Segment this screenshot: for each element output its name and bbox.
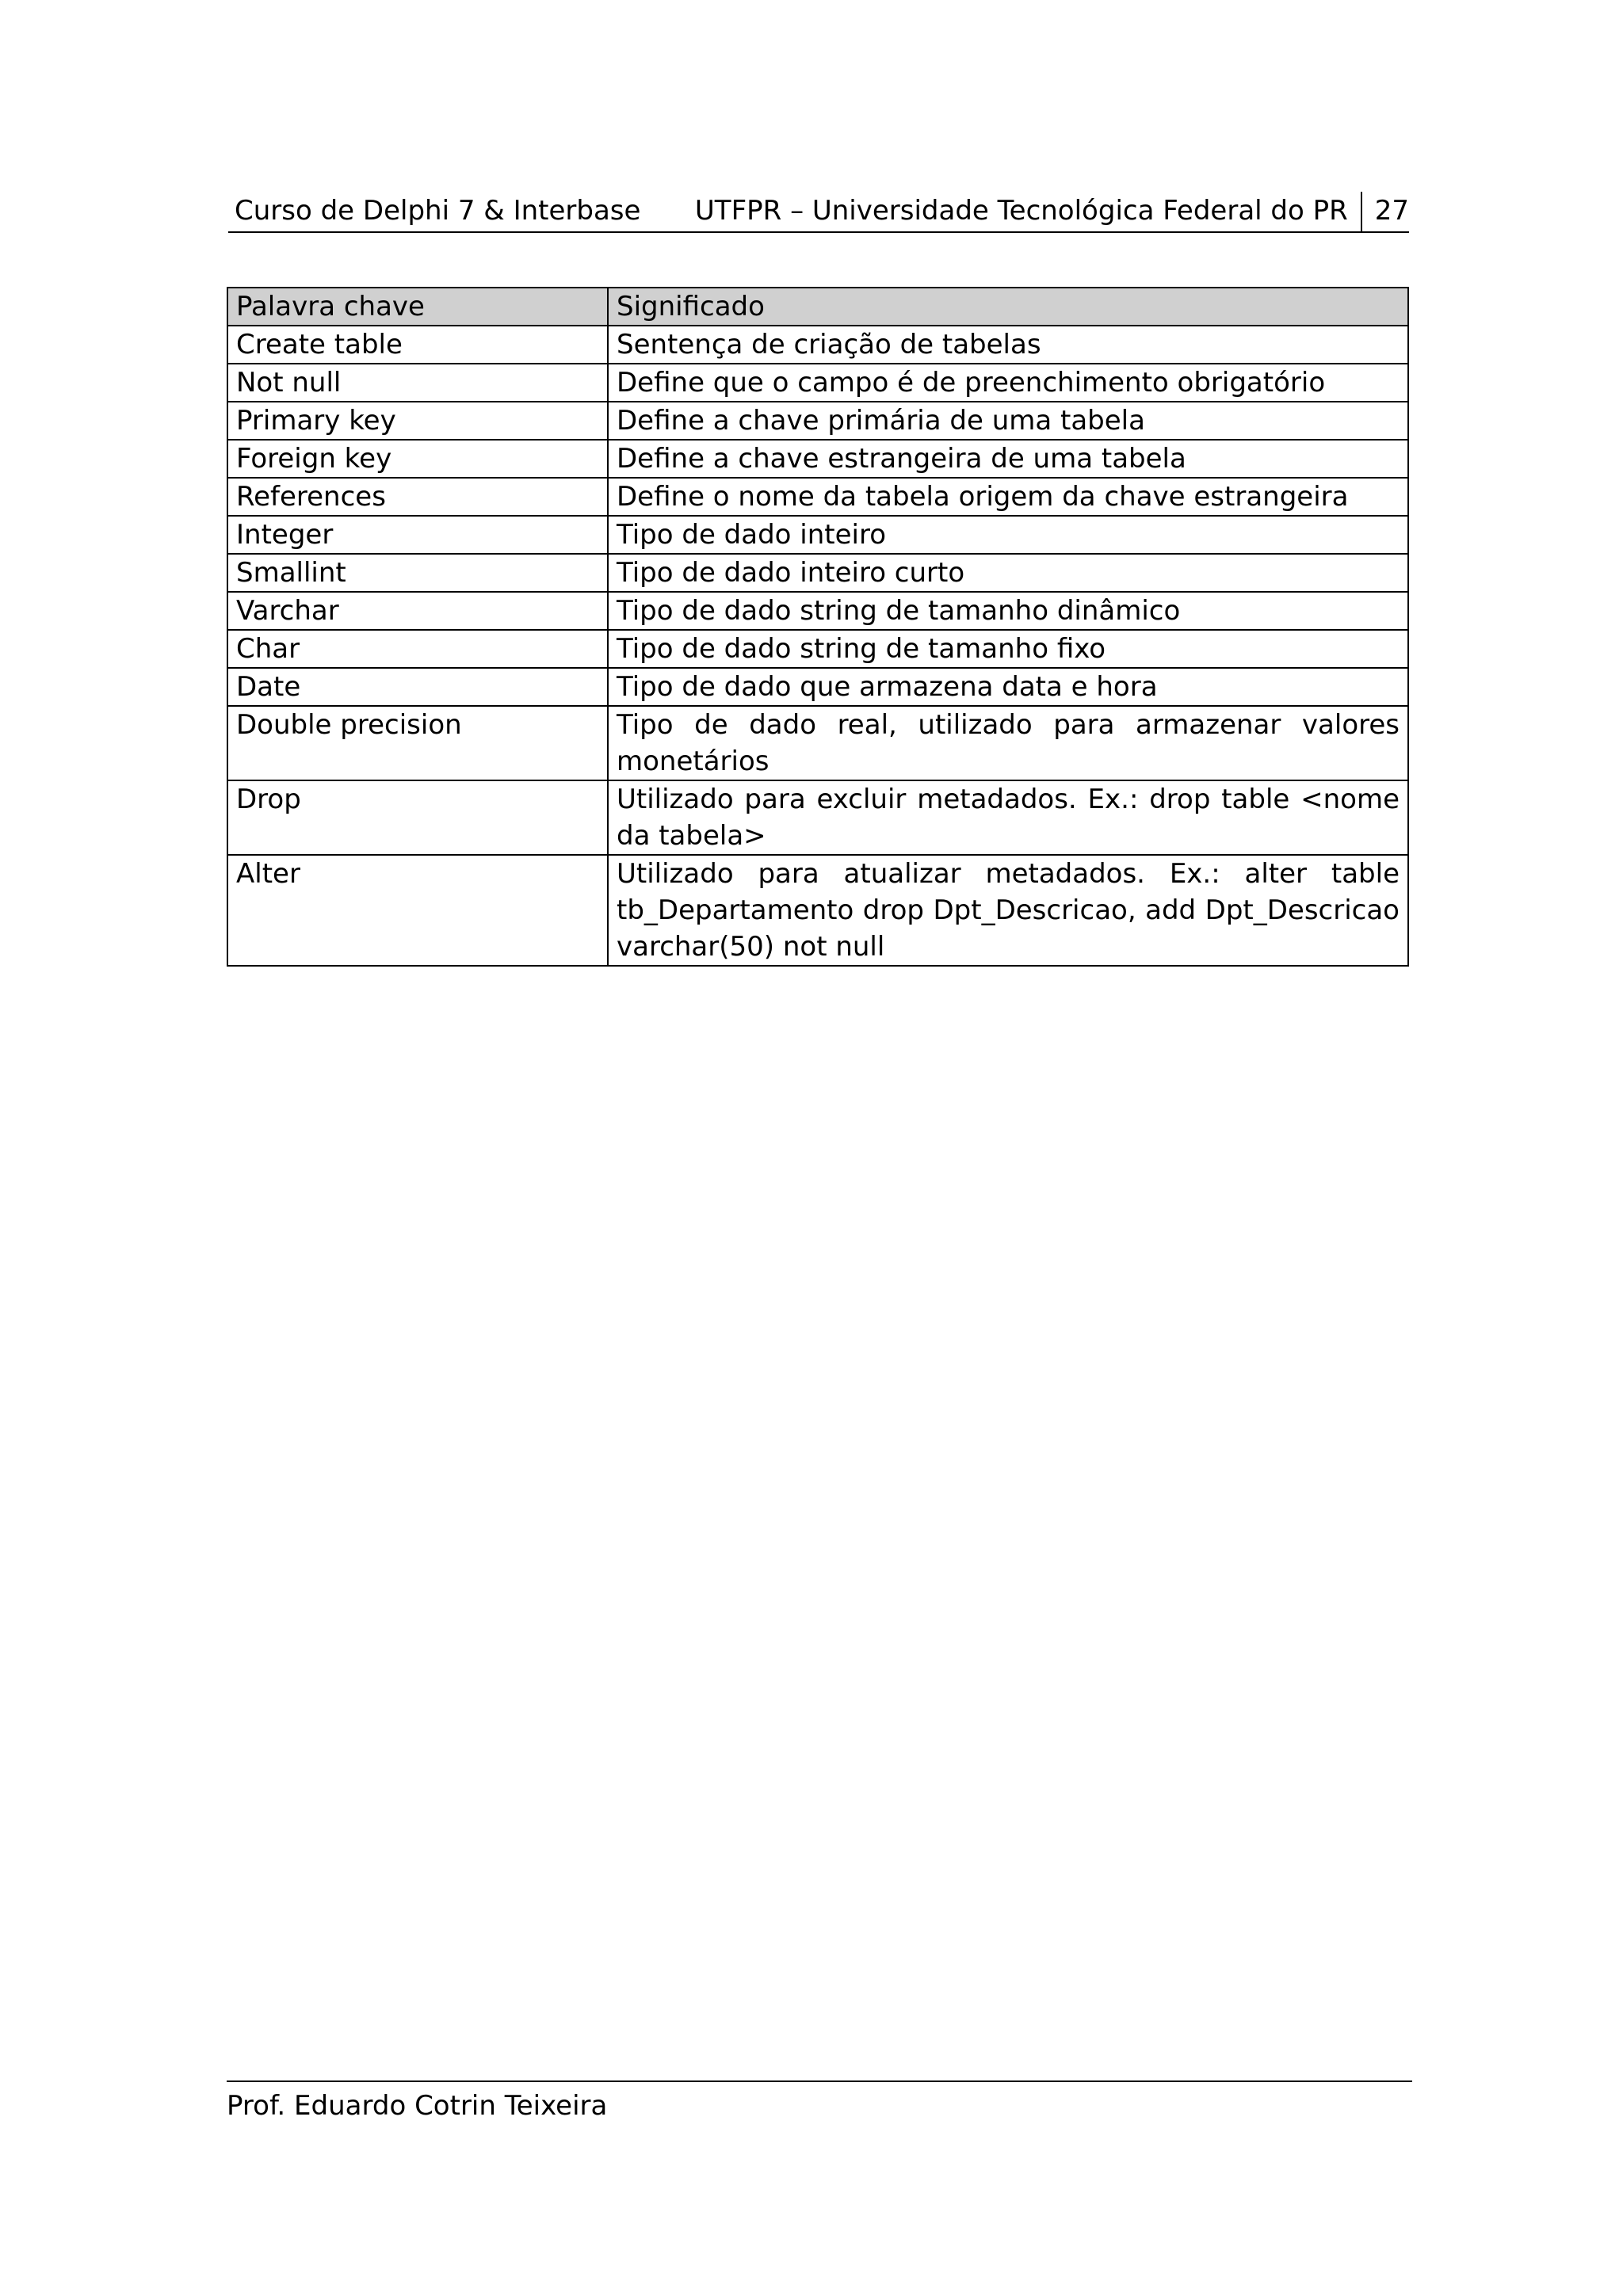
table-row xyxy=(227,780,1408,855)
keyword-cell: Not null xyxy=(227,364,608,402)
table-row xyxy=(227,855,1408,966)
meaning-cell: Tipo de dado inteiro xyxy=(608,516,1408,554)
table-row xyxy=(227,364,1408,402)
institution-block xyxy=(695,187,1409,227)
header-divider xyxy=(1361,192,1362,231)
table-row xyxy=(227,554,1408,592)
author-name: Prof. Eduardo Cotrin Teixeira xyxy=(227,2090,608,2122)
keyword-cell: Primary key xyxy=(227,402,608,440)
meaning-cell: Tipo de dado que armazena data e hora xyxy=(608,668,1408,706)
keyword-cell: Create table xyxy=(227,326,608,364)
course-title: Curso de Delphi 7 & Interbase xyxy=(235,195,641,227)
meaning-cell: Tipo de dado string de tamanho fixo xyxy=(608,630,1408,668)
meaning-cell: Sentença de criação de tabelas xyxy=(608,326,1408,364)
table-row xyxy=(227,402,1408,440)
keyword-cell: Drop xyxy=(227,780,608,855)
table-row xyxy=(227,478,1408,516)
header-meaning: Significado xyxy=(608,288,1408,326)
table-row xyxy=(227,706,1408,780)
meaning-cell: Define a chave primária de uma tabela xyxy=(608,402,1408,440)
meaning-cell: Utilizado para atualizar metadados. Ex.: alter table tb_Departamento drop Dpt_Descricao, add Dpt_Descricao varchar(50) not null xyxy=(608,855,1408,966)
table-row xyxy=(227,668,1408,706)
keyword-cell: References xyxy=(227,478,608,516)
table-row xyxy=(227,630,1408,668)
keyword-cell: Date xyxy=(227,668,608,706)
page-footer xyxy=(227,2081,1412,2122)
table-row xyxy=(227,592,1408,630)
keyword-table xyxy=(227,287,1409,967)
keyword-cell: Foreign key xyxy=(227,440,608,478)
table-row xyxy=(227,326,1408,364)
institution-name: UTFPR – Universidade Tecnológica Federal do PR xyxy=(694,195,1348,227)
keyword-cell: Integer xyxy=(227,516,608,554)
page-header xyxy=(228,189,1409,233)
meaning-cell: Define o nome da tabela origem da chave estrangeira xyxy=(608,478,1408,516)
keyword-cell: Smallint xyxy=(227,554,608,592)
meaning-cell: Tipo de dado string de tamanho dinâmico xyxy=(608,592,1408,630)
table-header-row xyxy=(227,288,1408,326)
keyword-cell: Varchar xyxy=(227,592,608,630)
table-row xyxy=(227,440,1408,478)
keyword-cell: Double precision xyxy=(227,706,608,780)
meaning-cell: Define a chave estrangeira de uma tabela xyxy=(608,440,1408,478)
page-number: 27 xyxy=(1374,195,1409,227)
header-keyword: Palavra chave xyxy=(227,288,608,326)
meaning-cell: Tipo de dado inteiro curto xyxy=(608,554,1408,592)
keyword-cell: Alter xyxy=(227,855,608,966)
table-row xyxy=(227,516,1408,554)
meaning-cell: Tipo de dado real, utilizado para armazenar valores monetários xyxy=(608,706,1408,780)
meaning-cell: Utilizado para excluir metadados. Ex.: drop table <nome da tabela> xyxy=(608,780,1408,855)
keyword-cell: Char xyxy=(227,630,608,668)
meaning-cell: Define que o campo é de preenchimento obrigatório xyxy=(608,364,1408,402)
